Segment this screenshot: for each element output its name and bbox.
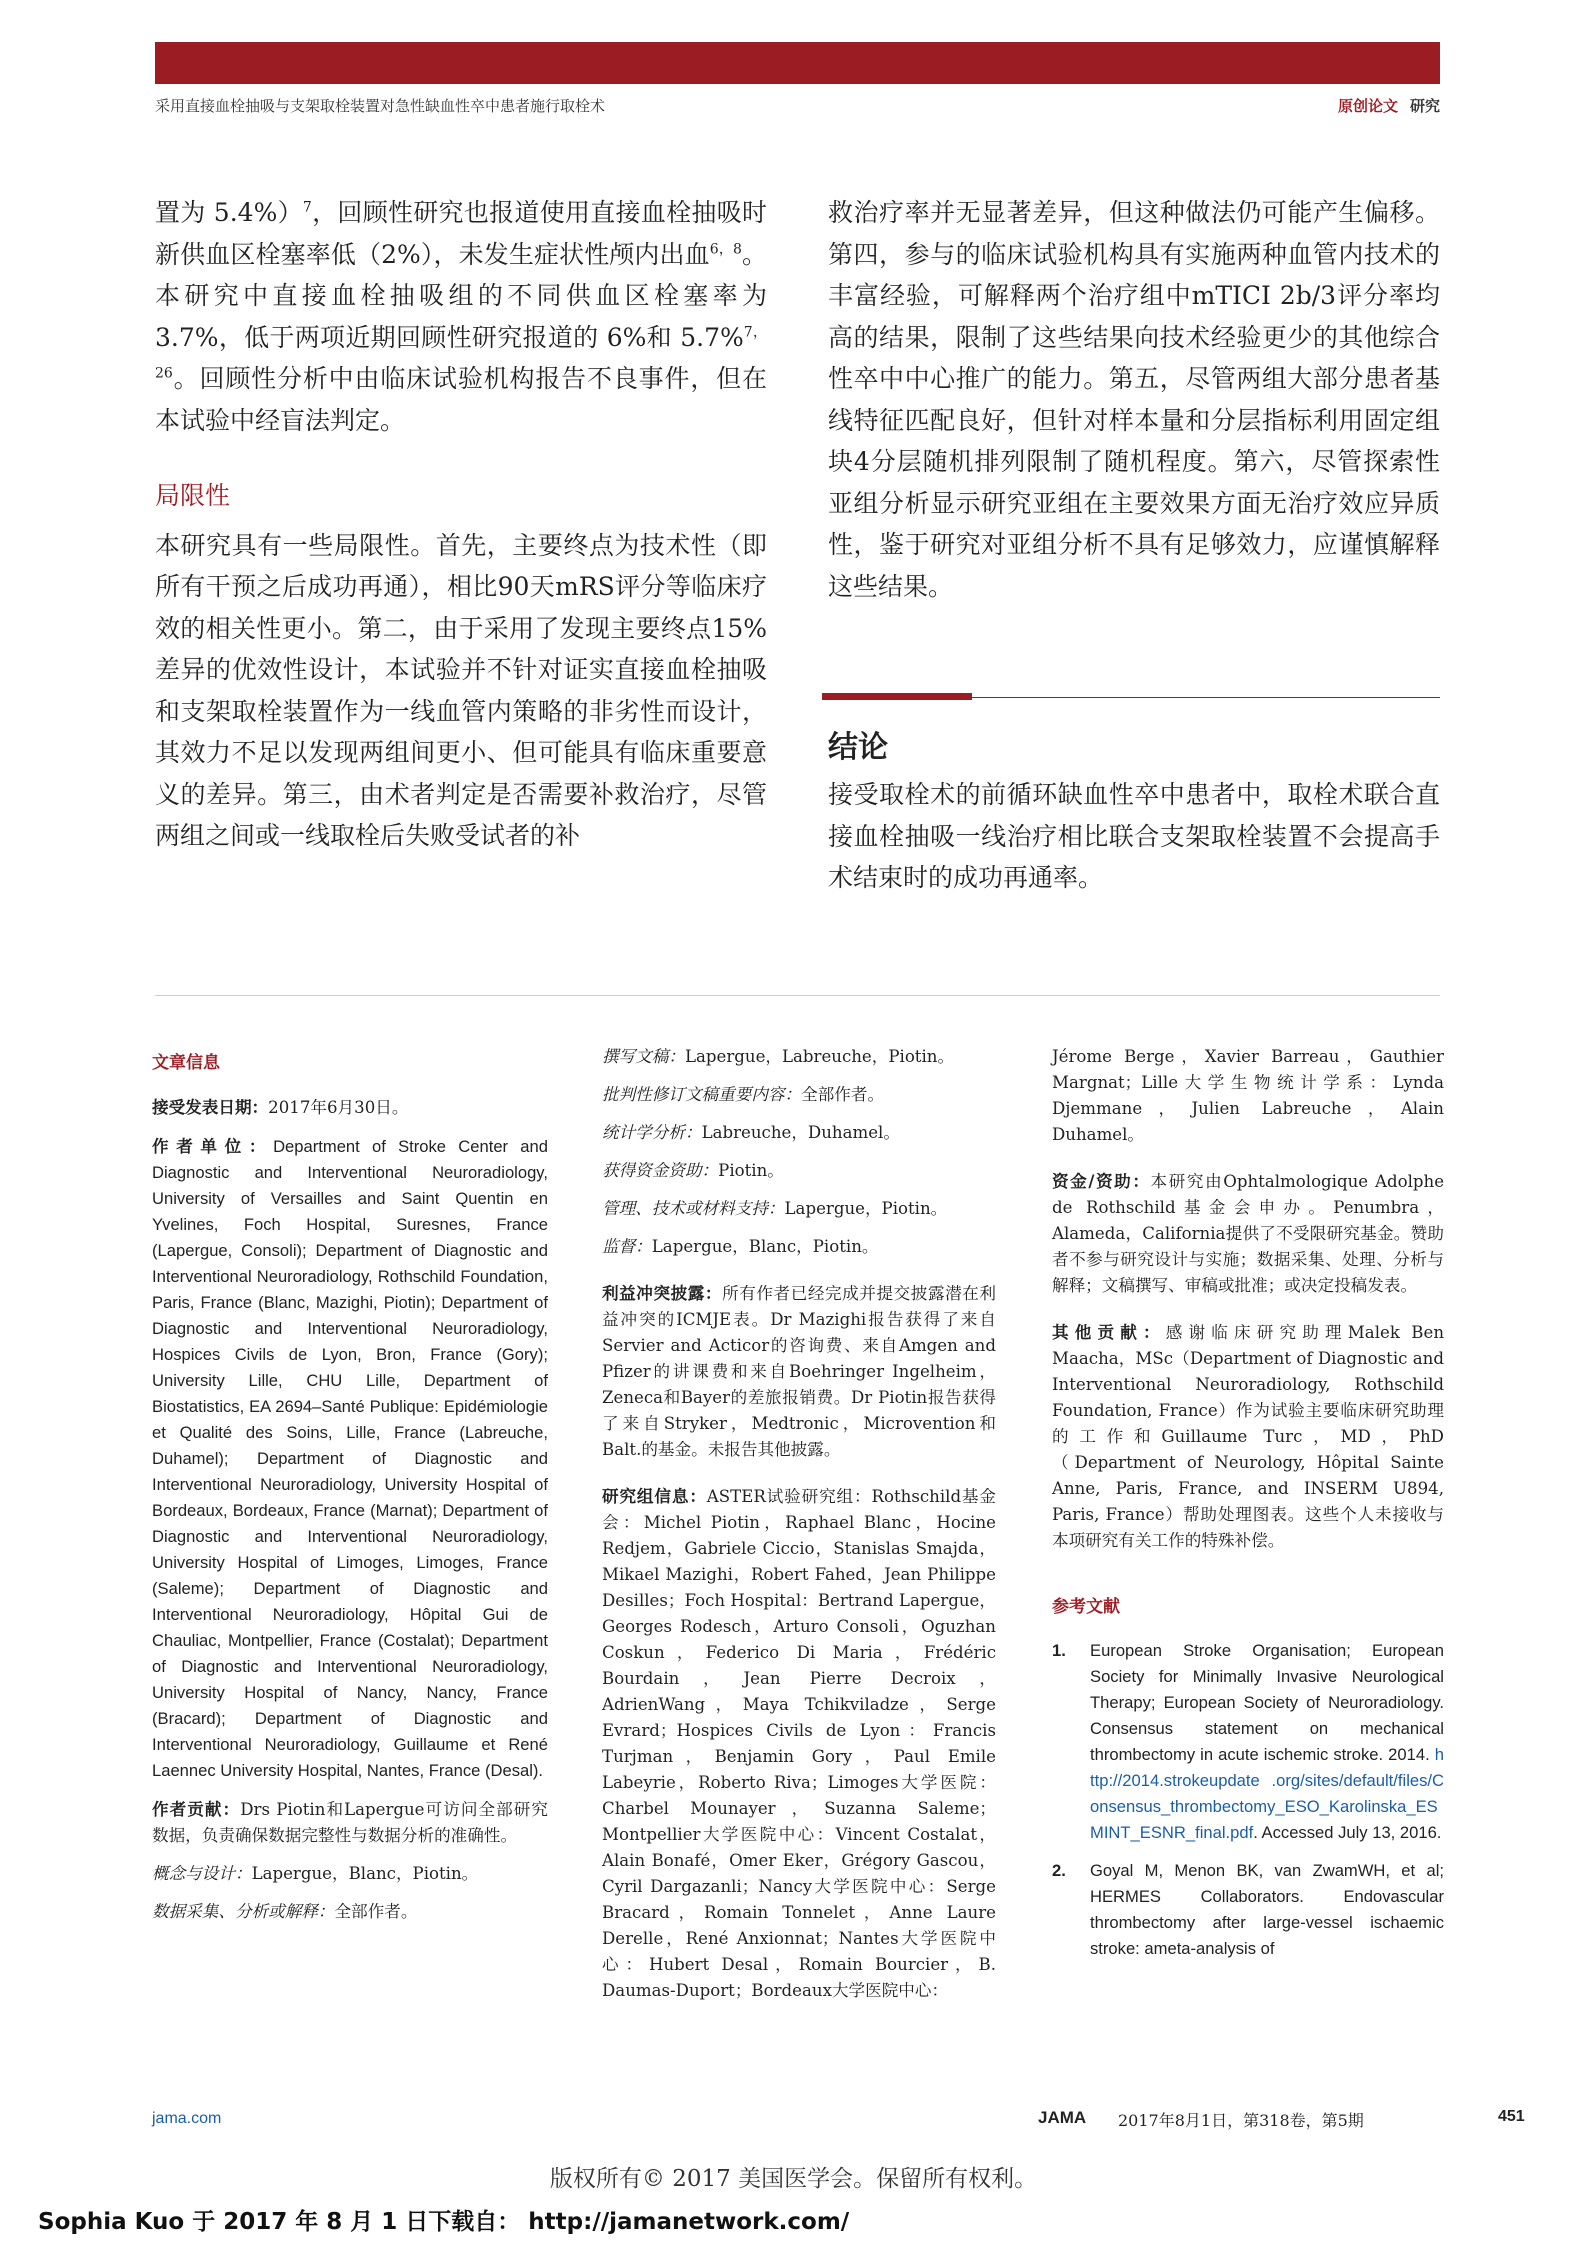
funding-column (1052, 1044, 1444, 1974)
running-title: 采用直接血栓抽吸与支架取栓装置对急性缺血性卒中患者施行取栓术 (155, 97, 606, 115)
left-column (155, 192, 767, 857)
critical-revision: 批判性修订文稿重要内容：全部作者。 (602, 1085, 885, 1104)
contributions-column (602, 1044, 996, 2016)
obtained-funding: 获得资金资助：Piotin。 (602, 1161, 784, 1180)
copyright-notice: 版权所有© 2017 美国医学会。保留所有权利。 (549, 2166, 1038, 2192)
right-column (828, 192, 1440, 607)
funding-support: 资金/资助：本研究由Ophtalmologique Adolphe de Rothschild基金会申办。Penumbra，Alameda，California提供了不受限研究基金。赞助者不参与研究设计与实施；数据采集、处理、分析与解释；文稿撰写、审稿或批准；或决定投稿发表。 (1052, 1171, 1445, 1295)
limitations-heading: 局限性 (155, 481, 231, 510)
conflict-of-interest: 利益冲突披露：所有作者已经完成并提交披露潜在利益冲突的ICMJE表。Dr Mazighi报告获得了来自Servier and Acticor的咨询费、来自Amgen and Pfizer的讲课费和来自Boehringer Ingelheim，Zeneca和Bayer的差旅报销费。Dr Piotin报告获得了来自Stryker，Medtronic，Microvention和Balt.的基金。未报告其他披露。 (602, 1283, 997, 1459)
other-contributions: 其他贡献：感谢临床研究助理Malek Ben Maacha，MSc（Department of Diagnostic and Interventional Neuroradiology, Rothschild Foundation, France）作为试验主要临床研究助理的工作和Guillaume Turc，MD，PhD（Department of Neurology, Hôpital Sainte Anne, Paris, France, and INSERM U894, Paris, France）帮助处理图表。这些个人未接收与本项研究有关工作的特殊补偿。 (1052, 1322, 1445, 1550)
references-heading: 参考文献 (1052, 1597, 1120, 1617)
conclusion-heading: 结论 (828, 730, 888, 765)
author-contributions: 作者贡献：Drs Piotin和Lapergue可访问全部研究数据，负责确保数据完整性与数据分析的准确性。 (152, 1799, 548, 1845)
supervision: 监督：Lapergue，Blanc，Piotin。 (602, 1237, 879, 1256)
author-affiliations: 作者单位：Department of Stroke Center and Diagnostic and Interventional Neuroradiology, University of Versailles and Saint Quentin en Yvelines, Foch Hospital, Suresnes, France (Lapergue, Consoli); Department of Diagnostic and Interventional Neuroradiology, Rothschild Foundation, Paris, France (Blanc, Mazighi, Piotin); Department of Diagnostic and Interventional Neuroradiology, Hospices Civils de Lyon, Bron, France (Gory); University Lille, CHU Lille, Department of Biostatistics, EA 2694–Santé Publique: Epidémiologie et Qualité des Soins, Lille, France (Labreuche, Duhamel); Department of Diagnostic and Interventional Neuroradiology, University Hospital of Bordeaux, Bordeaux, France (Marnat); Department of Diagnostic and Interventional Neuroradiology, University Hospital of Limoges, Limoges, France (Saleme); Department of Diagnostic and Interventional Neuroradiology, Hôpital Gui de Chauliac, Montpellier, France (Costalat); Department of Diagnostic and Interventional Neuroradiology, University Hospital of Nancy, Nancy, France (Bracard); Department of Diagnostic and Interventional Neuroradiology, Guillaume et René Laennec University Hospital, Nantes, France (Desal). (152, 1136, 548, 1780)
reference-item: 1. European Stroke Organisation; European Society for Minimally Invasive Neurological Therapy; European Society of Neuroradiology. Consensus statement on mechanical thrombectomy in acute ischemic stroke. 2014. http://2014.strokeupdate .org/sites/default/files/Consensus_thrombectomy_ESO_Karolinska_ESMINT_ESNR_final.pdf. Accessed July 13, 2016. (1052, 1641, 1444, 1842)
reference-link[interactable]: http://2014.strokeupdate .org/sites/default/files/Consensus_thrombectomy_ESO_Karolinska_ESMINT_ESNR_final.pdf (1090, 1745, 1444, 1842)
group-information-continued: Jérome Berge，Xavier Barreau，Gauthier Margnat；Lille大学生物统计学系：Lynda Djemmane，Julien Labreuche，Alain Duhamel。 (1052, 1047, 1444, 1144)
discussion-paragraph: 置为 5.4%）$^7$，回顾性研究也报道使用直接血栓抽吸时新供血区栓塞率低（2%），未发生症状性颅内出血$^{6,8}$。本研究中直接血栓抽吸组的不同供血区栓塞率为3.7%，低于两项近期回顾性研究报道的 6%和 5.7%$^{7,26}$。回顾性分析中由临床试验机构报告不良事件，但在本试验中经盲法判定。 (155, 198, 767, 435)
header-color-bar (155, 42, 1440, 84)
article-info-heading: 文章信息 (152, 1053, 220, 1073)
section-label: 研究 (1409, 97, 1440, 115)
conclusion-rule (822, 697, 1440, 698)
concept-design: 概念与设计：Lapergue，Blanc，Piotin。 (152, 1864, 479, 1883)
article-type-label: 原创论文 (1337, 97, 1398, 115)
limitations-continued-paragraph: 救治疗率并无显著差异，但这种做法仍可能产生偏移。第四，参与的临床试验机构具有实施两种血管内技术的丰富经验，可解释两个治疗组中mTICI 2b/3评分率均高的结果，限制了这些结果向技术经验更少的其他综合性卒中中心推广的能力。第五，尽管两组大部分患者基线特征匹配良好，但针对样本量和分层指标利用固定组块4分层随机排列限制了随机程度。第六，尽管探索性亚组分析显示研究亚组在主要效果方面无治疗效应异质性，鉴于研究对亚组分析不具有足够效力，应谨慎解释这些结果。 (828, 198, 1440, 601)
conclusion-block (828, 774, 1440, 899)
references-list (1052, 1638, 1444, 1962)
page-number: 451 (1498, 2108, 1525, 2125)
limitations-paragraph: 本研究具有一些局限性。首先，主要终点为技术性（即所有干预之后成功再通），相比90天mRS评分等临床疗效的相关性更小。第二，由于采用了发现主要终点15%差异的优效性设计，本试验并不针对证实直接血栓抽吸和支架取栓装置作为一线血管内策略的非劣性而设计，其效力不足以发现两组间更小、但可能具有临床重要意义的差异。第三，由术者判定是否需要补救治疗，尽管两组之间或一线取栓后失败受试者的补 (155, 530, 767, 850)
reference-item: 2. Goyal M, Menon BK, van ZwamWH, et al; HERMES Collaborators. Endovascular thrombectomy after large-vessel ischaemic stroke: ameta-analysis of (1052, 1861, 1444, 1958)
drafting: 撰写文稿：Lapergue，Labreuche，Piotin。 (602, 1047, 955, 1066)
download-notice: Sophia Kuo 于 2017 年 8 月 1 日下载自： http://jamanetwork.com/ (38, 2209, 850, 2235)
section-divider (155, 995, 1440, 996)
footer-site-link[interactable]: jama.com (152, 2110, 222, 2127)
footer-issue: 2017年8月1日，第318卷，第5期 (1118, 2111, 1364, 2130)
running-header (155, 95, 1440, 116)
group-information: 研究组信息：ASTER试验研究组：Rothschild基金会：Michel Piotin，Raphael Blanc，Hocine Redjem，Gabriele Ciccio，Stanislas Smajda，Mikael Mazighi，Robert Fahed，Jean Philippe Desilles；Foch Hospital：Bertrand Lapergue，Georges Rodesch，Arturo Consoli，Oguzhan Coskun，Federico Di Maria，Frédéric Bourdain，Jean Pierre Decroix，AdrienWang，Maya Tchikviladze，Serge Evrard；Hospices Civils de Lyon：Francis Turjman，Benjamin Gory，Paul Emile Labeyrie，Roberto Riva；Limoges大学医院：Charbel Mounayer，Suzanna Saleme；Montpellier大学医院中心：Vincent Costalat，Alain Bonafé，Omer Eker，Grégory Gascou，Cyril Dargazanli；Nancy大学医院中心：Serge Bracard，Romain Tonnelet，Anne Laure Derelle，René Anxionnat；Nantes大学医院中心：Hubert Desal，Romain Bourcier，B. Daumas-Duport；Bordeaux大学医院中心： (602, 1486, 996, 2000)
footer-journal: JAMA (1038, 2108, 1087, 2127)
data-acquisition: 数据采集、分析或解释：全部作者。 (152, 1902, 418, 1921)
header-section (1338, 95, 1440, 116)
accepted-date: 接受发表日期：2017年6月30日。 (152, 1097, 409, 1117)
admin-support: 管理、技术或材料支持：Lapergue，Piotin。 (602, 1199, 948, 1218)
conclusion-paragraph: 接受取栓术的前循环缺血性卒中患者中，取栓术联合直接血栓抽吸一线治疗相比联合支架取栓装置不会提高手术结束时的成功再通率。 (828, 780, 1440, 892)
article-info-column (152, 1050, 548, 1937)
statistical-analysis: 统计学分析：Labreuche，Duhamel。 (602, 1123, 900, 1142)
